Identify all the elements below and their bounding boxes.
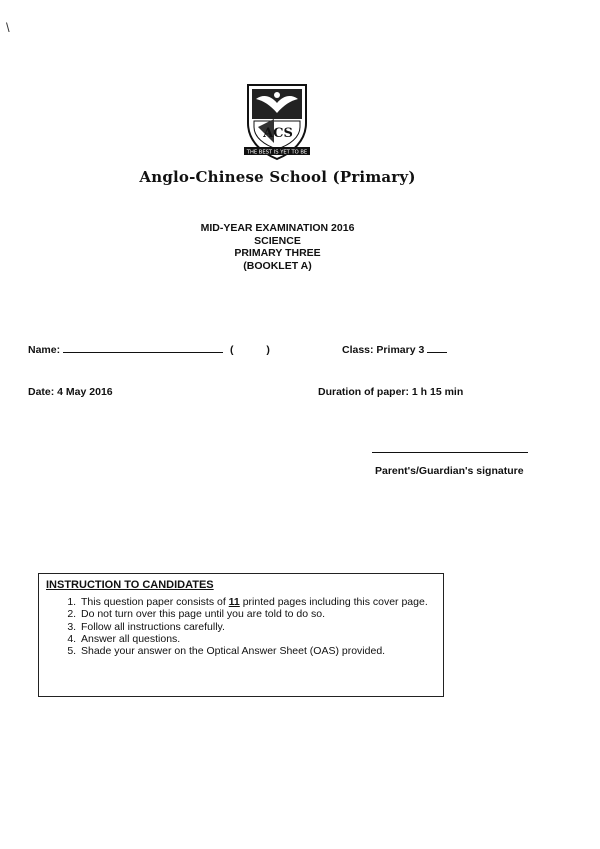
school-name: Anglo-Chinese School (Primary) <box>139 168 416 186</box>
class-blank[interactable] <box>427 343 447 353</box>
signature-line[interactable] <box>372 452 528 453</box>
exam-duration: Duration of paper: 1 h 15 min <box>318 386 464 398</box>
class-label: Class: Primary 3 <box>342 344 425 356</box>
page-count: 11 <box>228 596 240 608</box>
exam-header <box>0 222 555 272</box>
crest-letters: ACS <box>263 126 293 141</box>
name-label: Name: <box>28 344 61 356</box>
name-blank[interactable] <box>63 343 223 353</box>
class-field <box>342 343 447 356</box>
name-field <box>28 343 270 356</box>
crest-motto: THE BEST IS YET TO BE <box>246 149 308 156</box>
exam-booklet: (BOOKLET A) <box>243 259 312 272</box>
instructions-list <box>43 596 471 657</box>
index-paren-open: ( <box>229 344 234 356</box>
signature-label: Parent's/Guardian's signature <box>375 465 524 477</box>
school-crest <box>244 83 310 163</box>
stray-mark: \ <box>6 20 10 35</box>
instruction-item: 3. Follow all instructions carefully. <box>79 621 471 633</box>
exam-subject: SCIENCE <box>254 234 301 247</box>
index-paren-close: ) <box>266 344 270 356</box>
instruction-item: 5. Shade your answer on the Optical Answer Sheet (OAS) provided. <box>79 645 471 657</box>
exam-date: Date: 4 May 2016 <box>28 386 113 398</box>
instructions-box <box>38 573 444 697</box>
exam-level: PRIMARY THREE <box>234 247 321 259</box>
instruction-item: 1. This question paper consists of 11 printed pages including this cover page. <box>79 596 471 608</box>
exam-title: MID-YEAR EXAMINATION 2016 <box>200 222 355 234</box>
instruction-item: 4. Answer all questions. <box>79 633 471 645</box>
instruction-item: 2. Do not turn over this page until you are told to do so. <box>79 608 471 620</box>
instructions-title: INSTRUCTION TO CANDIDATES <box>46 579 214 591</box>
